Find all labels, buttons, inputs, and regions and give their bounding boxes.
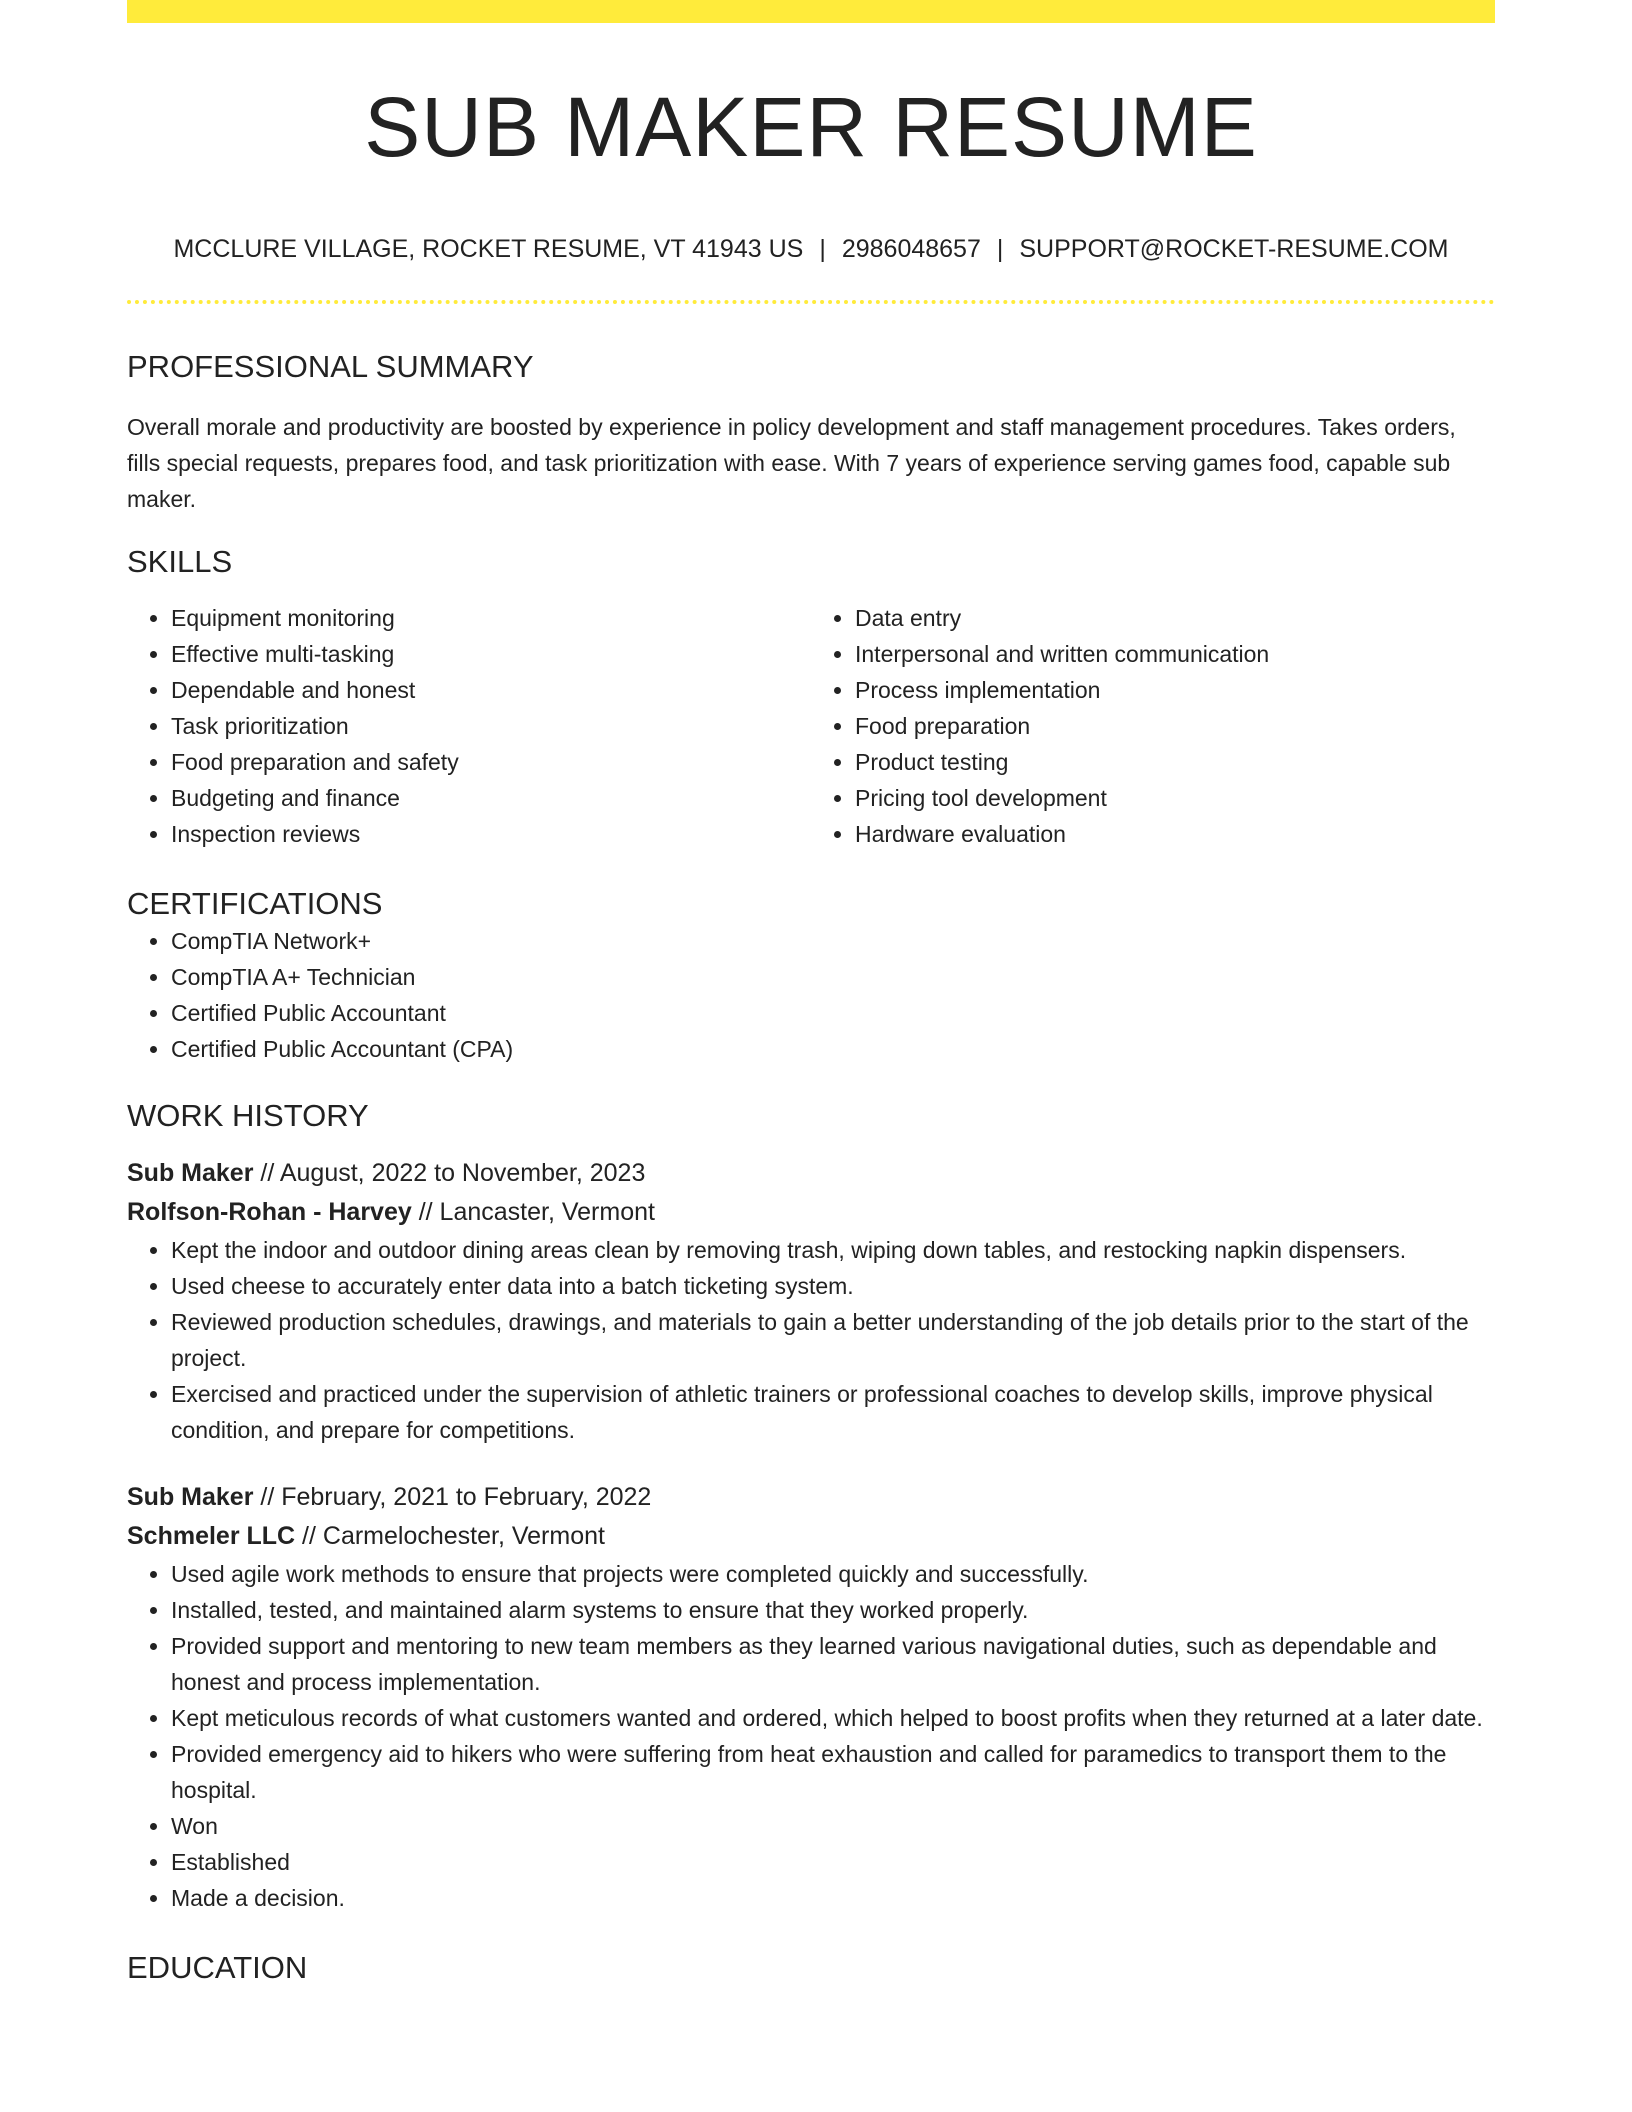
skills-list-left — [127, 600, 811, 852]
job-company-line — [127, 1517, 1495, 1556]
contact-separator: | — [996, 235, 1004, 263]
list-item: • Budgeting and finance — [171, 780, 811, 816]
list-item: • Certified Public Accountant — [171, 995, 1495, 1031]
job-location: // Carmelochester, Vermont — [295, 1521, 605, 1550]
top-accent-bar — [127, 0, 1495, 23]
section-title-work-history: WORK HISTORY — [127, 1097, 369, 1133]
section-title-certifications: CERTIFICATIONS — [127, 886, 383, 922]
job-company-line — [127, 1193, 1495, 1232]
list-item: • Installed, tested, and maintained alarm systems to ensure that they worked properly. — [171, 1592, 1495, 1628]
job-bullets — [127, 1232, 1495, 1448]
list-item: • Used cheese to accurately enter data into a batch ticketing system. — [171, 1268, 1495, 1304]
list-item: • Process implementation — [855, 672, 1495, 708]
contact-email: SUPPORT@ROCKET-RESUME.COM — [1019, 235, 1449, 263]
skills-grid — [127, 600, 1495, 852]
list-item: • Provided support and mentoring to new team members as they learned various navigational duties, such as dependable and honest and process implementation. — [171, 1628, 1495, 1700]
section-title-education: EDUCATION — [127, 1949, 308, 1985]
list-item: • Exercised and practiced under the supervision of athletic trainers or professional coaches to develop skills, improve physical condition, and prepare for competitions. — [171, 1376, 1495, 1448]
job-entry — [127, 1478, 1495, 1916]
contact-separator: | — [819, 235, 826, 263]
list-item: • CompTIA A+ Technician — [171, 959, 1495, 995]
skills-column-right — [811, 600, 1495, 852]
resume-title: SUB MAKER RESUME — [364, 80, 1258, 174]
list-item: • Kept meticulous records of what customers wanted and ordered, which helped to boost profits when they returned at a later date. — [171, 1700, 1495, 1736]
summary-text: Overall morale and productivity are boosted by experience in policy development and staff management procedures. Takes orders, fills special requests, prepares food, and task prioritization with ease. With 7 years of experience serving games food, capable sub maker. — [127, 414, 1456, 513]
list-item: • Hardware evaluation — [855, 816, 1495, 852]
list-item: • Kept the indoor and outdoor dining areas clean by removing trash, wiping down tables, and restocking napkin dispensers. — [171, 1232, 1495, 1268]
list-item: • Effective multi-tasking — [171, 636, 811, 672]
job-dates: // August, 2022 to November, 2023 — [253, 1158, 646, 1187]
job-role: Sub Maker — [127, 1482, 254, 1511]
list-item: • Food preparation — [855, 708, 1495, 744]
contact-phone: 2986048657 — [841, 235, 981, 263]
job-role-line — [127, 1478, 1495, 1517]
certifications-list — [127, 923, 1495, 1067]
list-item: • Food preparation and safety — [171, 744, 811, 780]
list-item: • Provided emergency aid to hikers who were suffering from heat exhaustion and called for paramedics to transport them to the hospital. — [171, 1736, 1495, 1808]
skills-column-left — [127, 600, 811, 852]
dotted-divider — [127, 300, 1495, 304]
job-role: Sub Maker — [127, 1158, 254, 1187]
job-entry — [127, 1154, 1495, 1448]
list-item: • Inspection reviews — [171, 816, 811, 852]
list-item: • Established — [171, 1844, 1495, 1880]
list-item: • Dependable and honest — [171, 672, 811, 708]
section-title-summary: PROFESSIONAL SUMMARY — [127, 349, 534, 384]
job-role-line — [127, 1154, 1495, 1193]
job-bullets — [127, 1556, 1495, 1916]
job-company: Schmeler LLC — [127, 1521, 296, 1550]
job-dates: // February, 2021 to February, 2022 — [253, 1482, 652, 1511]
contact-line — [127, 234, 1495, 264]
list-item: • Made a decision. — [171, 1880, 1495, 1916]
resume-page — [127, 0, 1495, 1986]
job-company: Rolfson-Rohan - Harvey — [127, 1197, 412, 1226]
list-item: • Reviewed production schedules, drawings, and materials to gain a better understanding of the job details prior to the start of the project. — [171, 1304, 1495, 1376]
section-title-skills: SKILLS — [127, 544, 233, 580]
list-item: • Interpersonal and written communication — [855, 636, 1495, 672]
contact-address: MCCLURE VILLAGE, ROCKET RESUME, VT 41943 US — [173, 235, 804, 263]
list-item: • Product testing — [855, 744, 1495, 780]
skills-list-right — [811, 600, 1495, 852]
list-item: • Data entry — [855, 600, 1495, 636]
list-item: • Equipment monitoring — [171, 600, 811, 636]
list-item: • Used agile work methods to ensure that projects were completed quickly and successfully. — [171, 1556, 1495, 1592]
list-item: • Pricing tool development — [855, 780, 1495, 816]
job-location: // Lancaster, Vermont — [411, 1197, 655, 1226]
list-item: • Certified Public Accountant (CPA) — [171, 1031, 1495, 1067]
list-item: • Won — [171, 1808, 1495, 1844]
list-item: • Task prioritization — [171, 708, 811, 744]
list-item: • CompTIA Network+ — [171, 923, 1495, 959]
